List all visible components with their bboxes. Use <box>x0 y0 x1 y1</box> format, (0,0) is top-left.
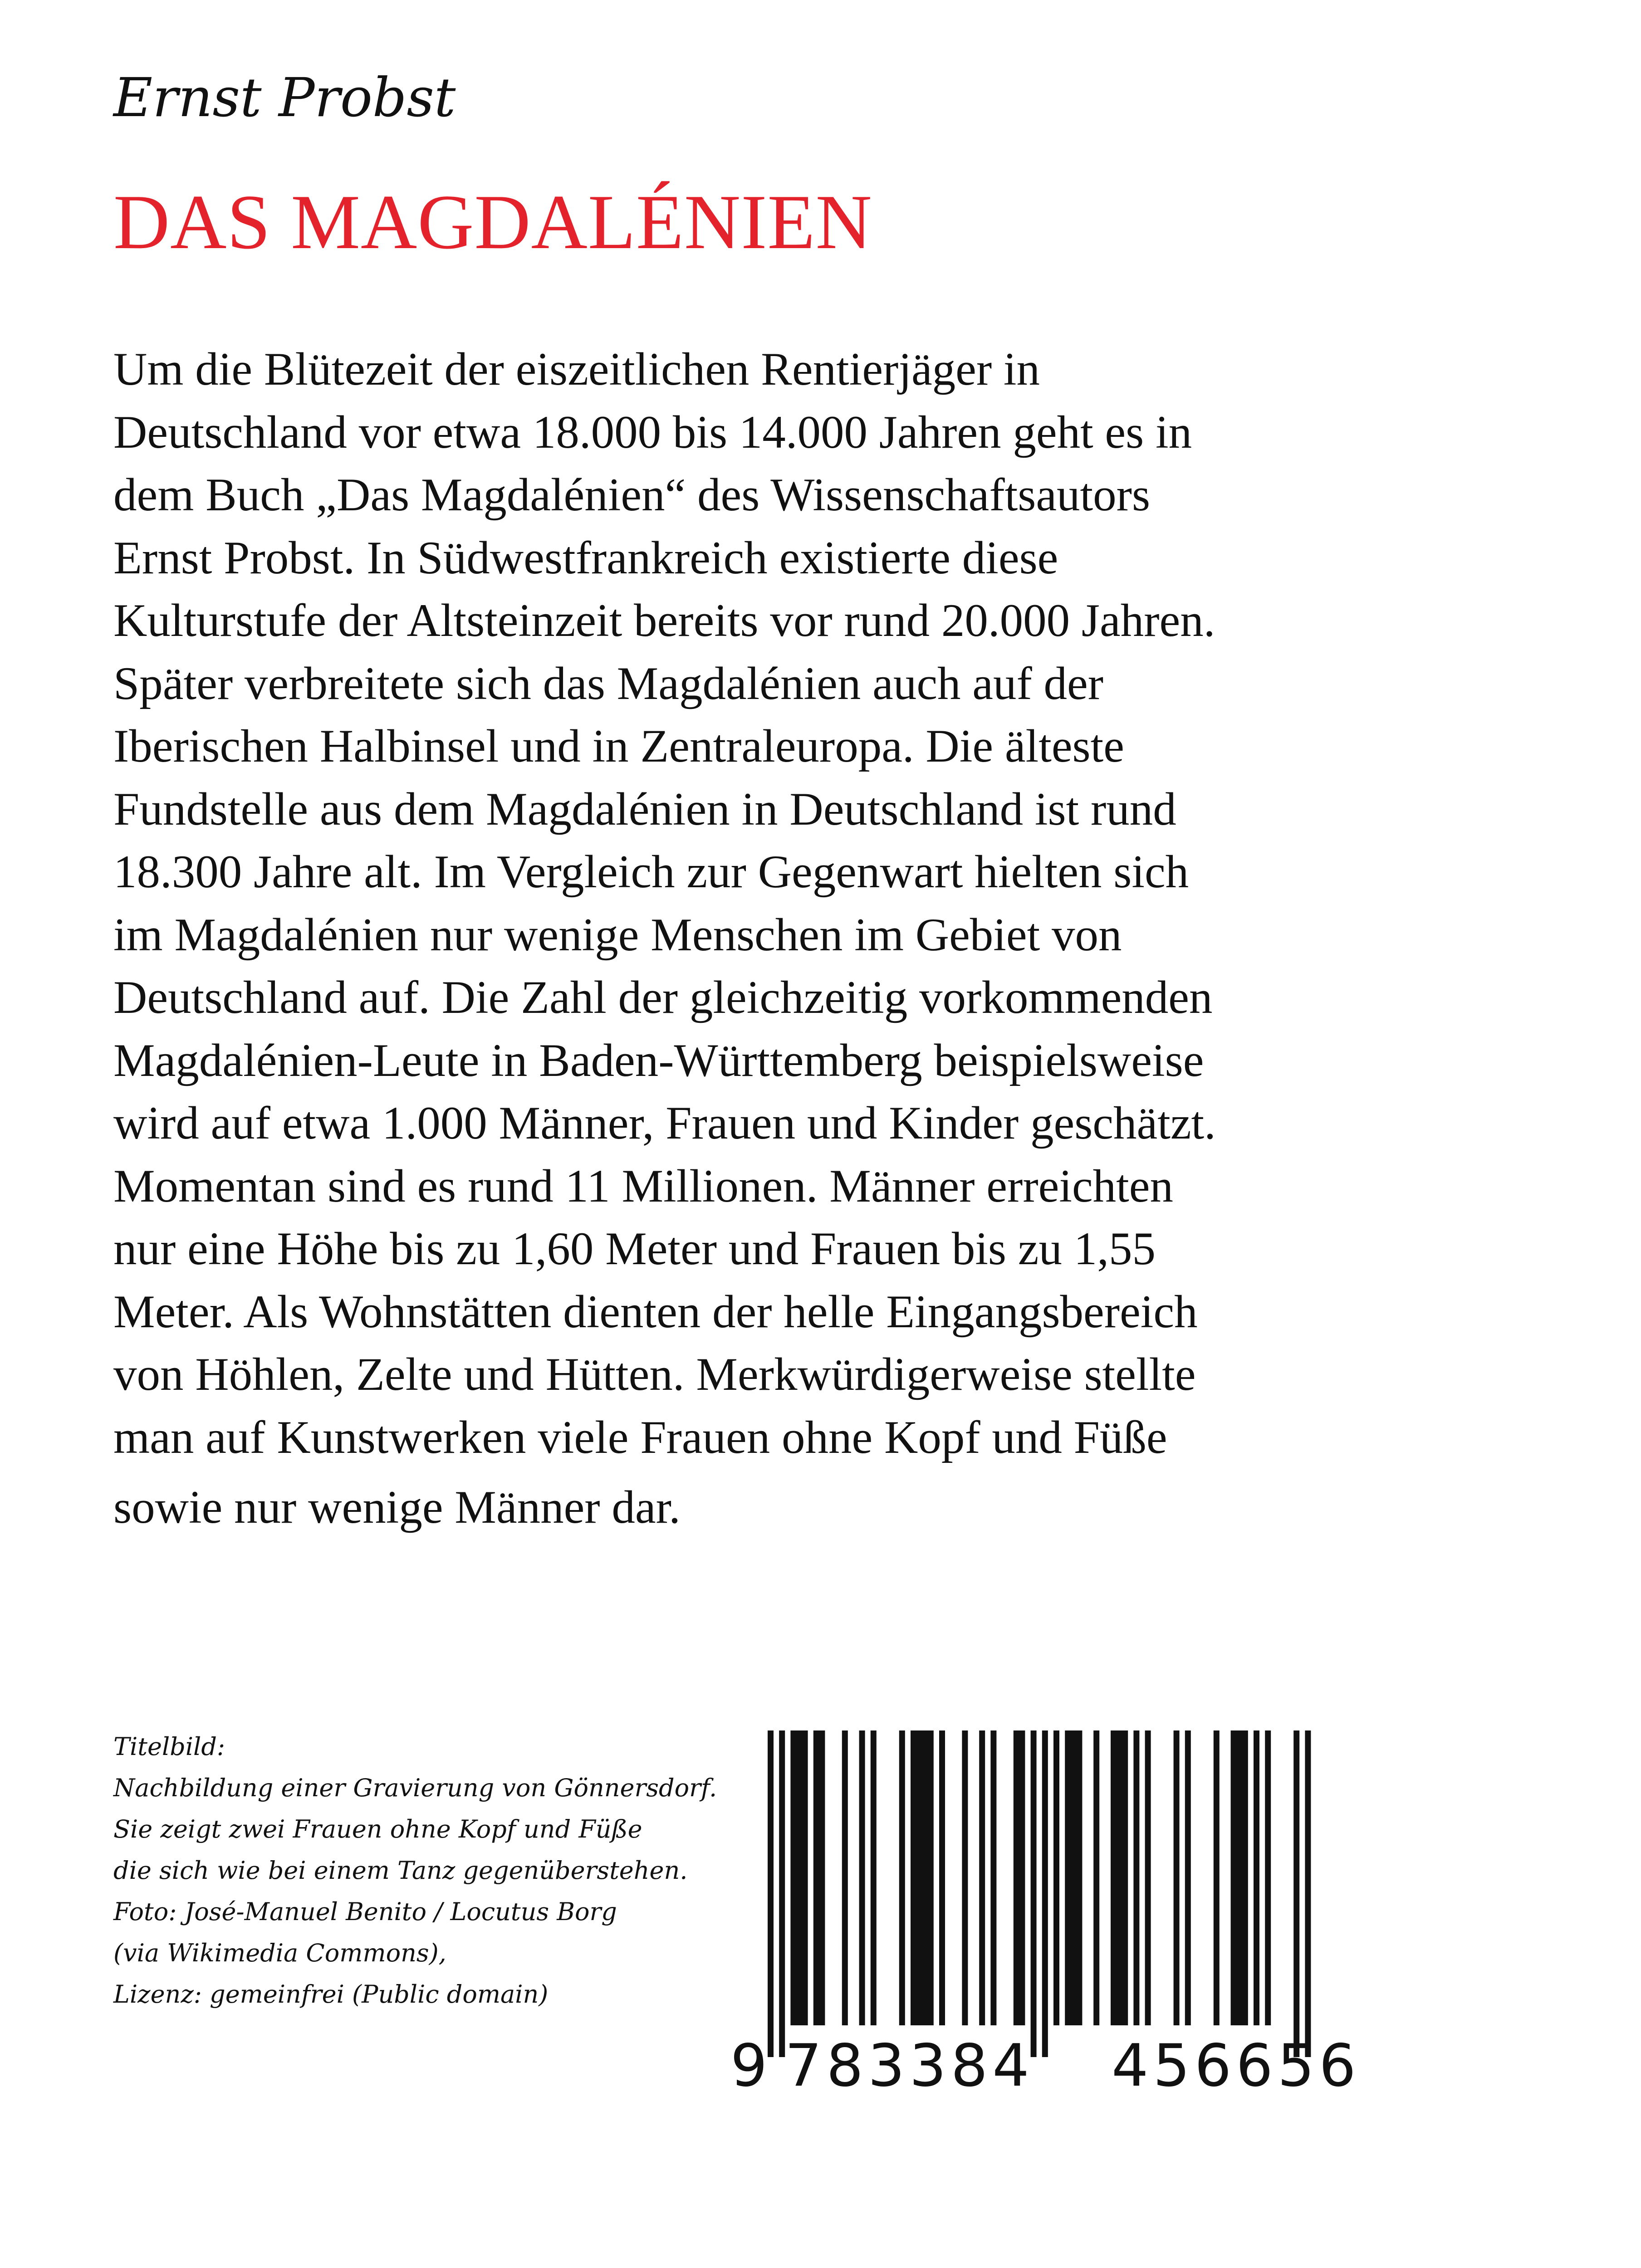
barcode-bar <box>796 1730 802 2025</box>
caption-line: Foto: José-Manuel Benito / Locutus Borg <box>113 1897 617 1926</box>
blurb-line: Meter. Als Wohnstätten dienten der helle Eingangsbereich <box>113 1286 1198 1338</box>
barcode-bar <box>1053 1730 1059 2025</box>
barcode-bar <box>1174 1730 1180 2025</box>
barcode-bar <box>1122 1730 1128 2025</box>
author-name: Ernst Probst <box>113 66 456 129</box>
blurb-line: nur eine Höhe bis zu 1,60 Meter und Frauen bis zu 1,55 <box>113 1223 1156 1275</box>
barcode-bar <box>1242 1730 1248 2025</box>
barcode-bar <box>842 1730 848 2025</box>
cover-image-credit <box>113 1726 749 2015</box>
barcode-guard-bar <box>1042 1730 1048 2057</box>
barcode-bar <box>1019 1730 1025 2025</box>
barcode-bar <box>859 1730 865 2025</box>
barcode-bar <box>1265 1730 1271 2025</box>
blurb-line: Kulturstufe der Altsteinzeit bereits vor rund 20.000 Jahren. <box>113 595 1215 646</box>
barcode-bar <box>1076 1730 1082 2025</box>
barcode-bar <box>979 1730 985 2025</box>
barcode-bar <box>928 1730 934 2025</box>
barcode-bar <box>1133 1730 1139 2025</box>
barcode-bar <box>1093 1730 1099 2025</box>
blurb-line: Magdalénien-Leute in Baden-Württemberg beispielsweise <box>113 1034 1204 1086</box>
blurb-line: Iberischen Halbinsel und in Zentraleuropa. Die älteste <box>113 720 1124 772</box>
caption-line: Lizenz: gemeinfrei (Public domain) <box>113 1980 549 2009</box>
barcode-bar <box>1071 1730 1077 2025</box>
barcode-bar <box>813 1730 819 2025</box>
barcode-bar <box>1214 1730 1220 2025</box>
caption-line: Nachbildung einer Gravierung von Gönnersdorf. <box>113 1774 717 1802</box>
blurb-line: Ernst Probst. In Südwestfrankreich existierte diese <box>113 532 1058 584</box>
barcode-lead-digit: 9 <box>730 2032 768 2100</box>
book-title: DAS MAGDALÉNIEN <box>113 179 872 265</box>
barcode-bar <box>819 1730 825 2025</box>
barcode-guard-bar <box>1031 1730 1037 2057</box>
barcode-bar <box>1231 1730 1237 2025</box>
blurb-line: Fundstelle aus dem Magdalénien in Deutschland ist rund <box>113 783 1176 835</box>
blurb-line: Deutschland vor etwa 18.000 bis 14.000 Jahren geht es in <box>113 406 1192 458</box>
barcode-left-group: 783384 <box>785 2032 1034 2100</box>
barcode-bar <box>939 1730 945 2025</box>
blurb-line: Momentan sind es rund 11 Millionen. Männer erreichten <box>113 1160 1174 1212</box>
barcode-bar <box>1117 1730 1122 2025</box>
blurb-line: sowie nur wenige Männer dar. <box>113 1481 681 1533</box>
barcode-digits <box>730 2032 1361 2100</box>
barcode-right-group: 456656 <box>1112 2032 1361 2100</box>
barcode-bar <box>962 1730 968 2025</box>
blurb-line: Um die Blütezeit der eiszeitlichen Rentierjäger in <box>113 343 1040 395</box>
barcode-bar <box>1014 1730 1019 2025</box>
barcode-bar <box>1185 1730 1191 2025</box>
barcode-bar <box>1111 1730 1117 2025</box>
barcode-bar <box>911 1730 916 2025</box>
barcode-guard-bar <box>1293 1730 1299 2057</box>
caption-line: Titelbild: <box>113 1732 225 1761</box>
blurb-line: dem Buch „Das Magdalénien“ des Wissenschaftsautors <box>113 469 1151 521</box>
barcode-guard-bar <box>1305 1730 1311 2057</box>
blurb <box>113 338 1565 1539</box>
barcode-bar <box>871 1730 877 2025</box>
blurb-line: 18.300 Jahre alt. Im Vergleich zur Gegenwart hielten sich <box>113 846 1189 898</box>
caption-line: Sie zeigt zwei Frauen ohne Kopf und Füße <box>113 1815 642 1843</box>
barcode-bar <box>990 1730 996 2025</box>
blurb-line: im Magdalénien nur wenige Menschen im Gebiet von <box>113 909 1122 961</box>
caption-line: (via Wikimedia Commons), <box>113 1939 446 1967</box>
barcode-guard-bar <box>768 1730 774 2057</box>
blurb-line: Später verbreitete sich das Magdalénien auch auf der <box>113 657 1104 709</box>
barcode-bar <box>1065 1730 1071 2025</box>
barcode-bar <box>1236 1730 1242 2025</box>
blurb-line: wird auf etwa 1.000 Männer, Frauen und Kinder geschätzt. <box>113 1097 1216 1149</box>
barcode-bar <box>916 1730 922 2025</box>
barcode-bar <box>802 1730 808 2025</box>
blurb-line: Deutschland auf. Die Zahl der gleichzeitig vorkommenden <box>113 972 1213 1023</box>
barcode-bar <box>922 1730 928 2025</box>
barcode-bar <box>1145 1730 1151 2025</box>
blurb-line: von Höhlen, Zelte und Hütten. Merkwürdigerweise stellte <box>113 1349 1196 1400</box>
barcode-bar <box>1254 1730 1259 2025</box>
blurb-line: man auf Kunstwerken viele Frauen ohne Kopf und Füße <box>113 1411 1167 1463</box>
barcode-bar <box>899 1730 905 2025</box>
isbn-barcode <box>730 1730 1361 2116</box>
caption-line: die sich wie bei einem Tanz gegenüberstehen. <box>113 1856 688 1885</box>
barcode-bar <box>790 1730 796 2025</box>
barcode-guard-bar <box>779 1730 785 2057</box>
